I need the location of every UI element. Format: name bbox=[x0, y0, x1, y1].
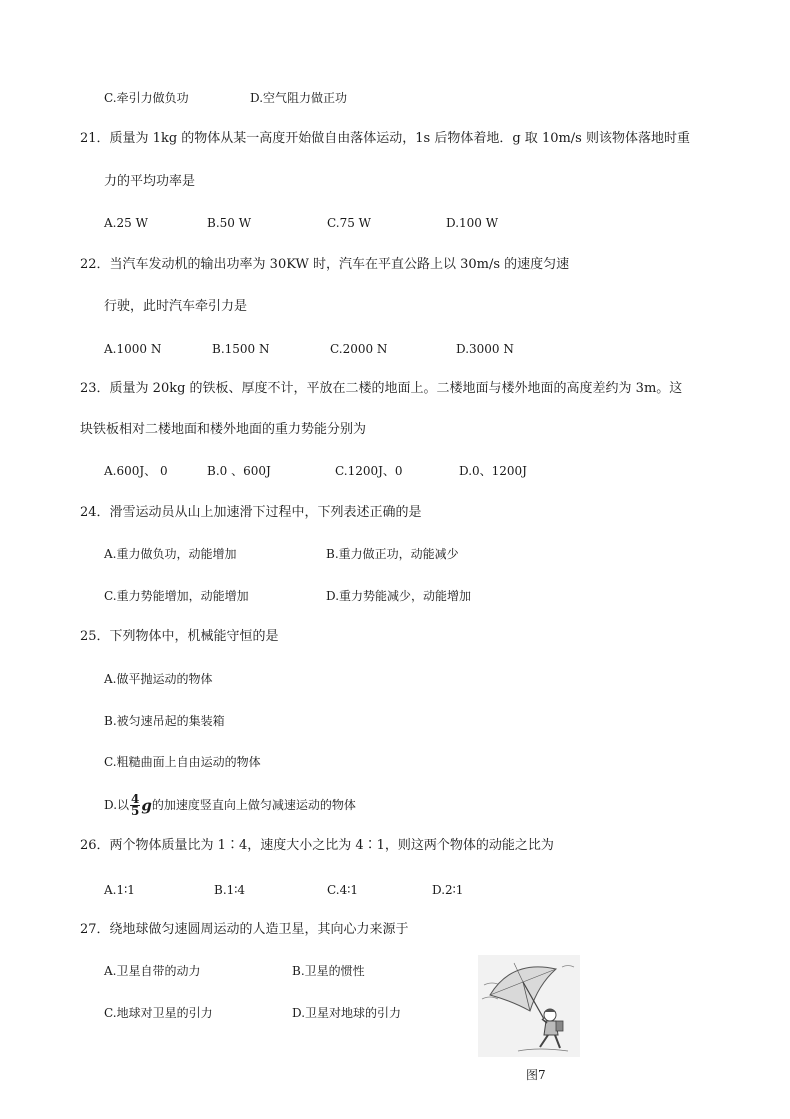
q23-stem-line2: 块铁板相对二楼地面和楼外地面的重力势能分别为 bbox=[80, 422, 367, 437]
q22-option-c: C.2000 N bbox=[330, 342, 388, 356]
q27-option-c: C.地球对卫星的引力 bbox=[104, 1006, 213, 1020]
q23-option-b: B.0 、600J bbox=[207, 464, 271, 478]
fraction-denominator: 5 bbox=[131, 804, 140, 818]
q25-option-c: C.粗糙曲面上自由运动的物体 bbox=[104, 755, 261, 769]
q25-option-d bbox=[104, 793, 356, 818]
q24-option-a: A.重力做负功，动能增加 bbox=[104, 547, 237, 561]
q21-stem-line1: 21．质量为 1kg 的物体从某一高度开始做自由落体运动，1s 后物体着地．g 取 10m/s 则该物体落地时重 bbox=[80, 131, 690, 146]
figure-caption: 图7 bbox=[526, 1068, 546, 1082]
q27-option-b: B.卫星的惯性 bbox=[292, 964, 365, 978]
q20-option-d: D.空气阻力做正功 bbox=[250, 91, 348, 105]
q22-stem-line1: 22．当汽车发动机的输出功率为 30KW 时，汽车在平直公路上以 30m/s 的速度匀速 bbox=[80, 257, 570, 272]
q22-option-d: D.3000 N bbox=[456, 342, 514, 356]
q22-option-b: B.1500 N bbox=[212, 342, 270, 356]
q21-option-b: B.50 W bbox=[207, 216, 252, 230]
q27-option-d: D.卫星对地球的引力 bbox=[292, 1006, 402, 1020]
q25-option-d-suffix: 的加速度竖直向上做匀减速运动的物体 bbox=[151, 798, 356, 812]
q25-option-a: A.做平抛运动的物体 bbox=[104, 672, 213, 686]
q23-option-d: D.0、1200J bbox=[459, 464, 527, 478]
q20-option-c: C.牵引力做负功 bbox=[104, 91, 189, 105]
q26-stem: 26．两个物体质量比为 1∶4，速度大小之比为 4∶1，则这两个物体的动能之比为 bbox=[80, 838, 554, 853]
q27-stem: 27．绕地球做匀速圆周运动的人造卫星，其向心力来源于 bbox=[80, 922, 409, 937]
q26-option-c: C.4∶1 bbox=[327, 883, 358, 897]
q23-stem-line1: 23．质量为 20kg 的铁板、厚度不计，平放在二楼的地面上。二楼地面与楼外地面的高度差约为 3m。这 bbox=[80, 381, 683, 396]
q23-option-a: A.600J、 0 bbox=[104, 464, 168, 478]
q27-option-a: A.卫星自带的动力 bbox=[104, 964, 201, 978]
q26-option-b: B.1∶4 bbox=[214, 883, 246, 897]
q24-stem: 24．滑雪运动员从山上加速滑下过程中，下列表述正确的是 bbox=[80, 505, 422, 520]
q21-stem-line2: 力的平均功率是 bbox=[104, 174, 196, 189]
fraction-numerator: 4 bbox=[131, 792, 140, 806]
q21-option-d: D.100 W bbox=[446, 216, 499, 230]
q24-option-b: B.重力做正功，动能减少 bbox=[326, 547, 459, 561]
q26-option-d: D.2∶1 bbox=[432, 883, 464, 897]
child-with-umbrella-illustration bbox=[478, 955, 580, 1057]
q25-option-d-prefix: D.以 bbox=[104, 798, 130, 812]
q22-option-a: A.1000 N bbox=[104, 342, 162, 356]
q23-option-c: C.1200J、0 bbox=[335, 464, 403, 478]
q25-stem: 25．下列物体中，机械能守恒的是 bbox=[80, 629, 279, 644]
q24-option-c: C.重力势能增加，动能增加 bbox=[104, 589, 249, 603]
fraction-four-fifths bbox=[130, 794, 140, 817]
gravity-symbol: g bbox=[141, 796, 152, 815]
q25-option-b: B.被匀速吊起的集装箱 bbox=[104, 714, 225, 728]
q24-option-d: D.重力势能减少，动能增加 bbox=[326, 589, 472, 603]
q21-option-a: A.25 W bbox=[104, 216, 148, 230]
q21-option-c: C.75 W bbox=[327, 216, 371, 230]
q22-stem-line2: 行驶，此时汽车牵引力是 bbox=[104, 299, 248, 314]
q26-option-a: A.1∶1 bbox=[104, 883, 135, 897]
